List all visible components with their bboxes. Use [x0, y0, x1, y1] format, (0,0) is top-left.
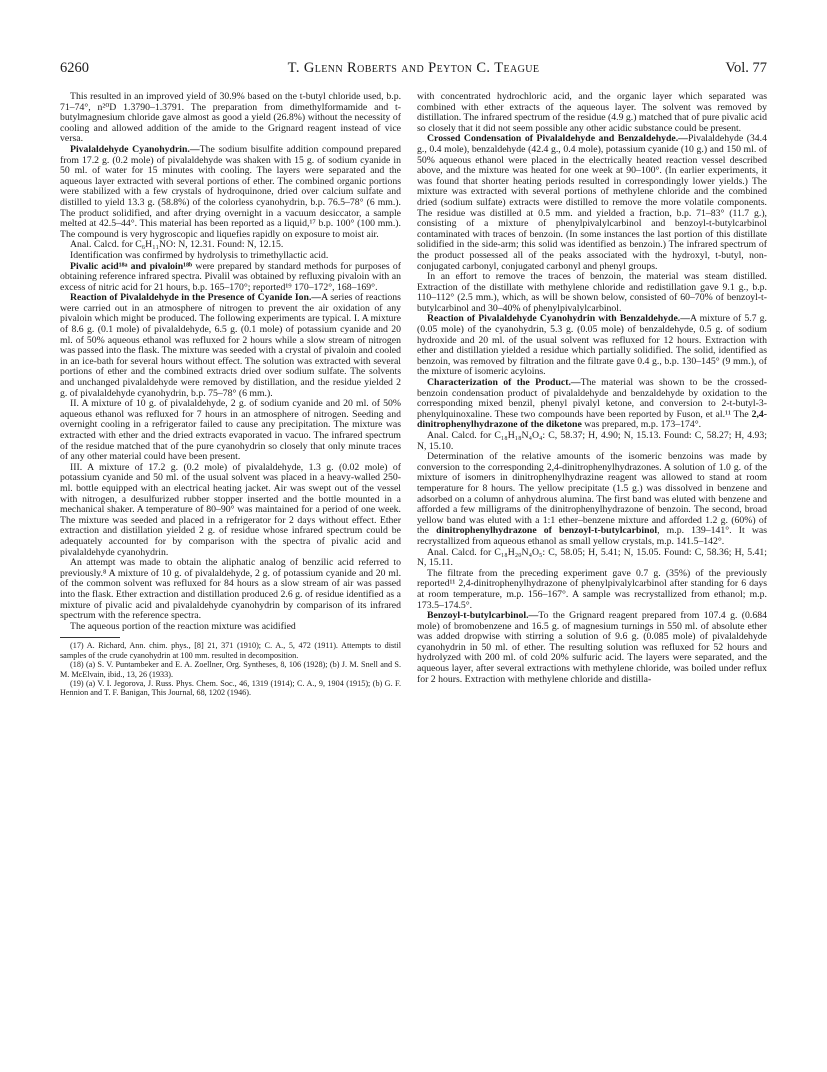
left-column: [60, 92, 401, 698]
paragraph-text: To the Grignard reagent prepared from 107.4 g. (0.684 mole) of bromobenzene and 16.5 g. of magnesium turnings in 550 ml. of absolute ether was added dropwise with stirring a solution of 9.6 g. (0.085 mole) of pivalaldehyde cyanohydrin in 50 ml. of ether. The resulting solution was refluxed for 52 hours and hydrolyzed with 200 ml. of cold 20% sulfuric acid. The layers were separated, and the aqueous layer, after several extractions with methylene chloride, was boiled under reflux for 2 hours. Extraction with methylene chloride and distilla-: [417, 610, 767, 685]
paragraph: [417, 134, 767, 272]
volume-number: Vol. 77: [725, 60, 767, 76]
section-heading: Reaction of Pivalaldehyde in the Presence of Cyanide Ion.—: [70, 292, 322, 304]
paragraph: [417, 314, 767, 378]
paragraph: This resulted in an improved yield of 30.9% based on the t-butyl chloride used, b.p. 71–74°, n²⁰D 1.3790–1.3791. The preparation from dimethylformamide and t-butylmagnesium chloride gave almost as good a yield (26.8%) without the necessity of cooling and allowed addition of the amide to the Grignard reagent instead of vice versa.: [60, 91, 401, 145]
section-heading: Characterization of the Product.—: [427, 377, 581, 389]
paragraph-text: A mixture of 5.7 g. (0.05 mole) of the cyanohydrin, 5.3 g. (0.05 mole) of benzaldehyde, 0.5 g. of sodium hydroxide and 20 ml. of the usual solvent was refluxed for 12 hours. Extraction with ether and distillation yielded a residue which partially solidified. The solid, identified as benzoin, was removed by filtration and the filtrate gave 0.4 g., b.p. 130–145° (9 mm.), of the mixture of isomeric acyloins.: [417, 313, 767, 378]
paragraph: [417, 611, 767, 685]
paragraph: with concentrated hydrochloric acid, and the organic layer which separated was combined with ether extracts of the aqueous layer. The solvent was removed by distillation. The infrared spectrum of the residue (4.9 g.) matched that of pure pivalic acid so closely that it did not seem possible any other acidic substance could be present.: [417, 91, 767, 134]
paragraph: The aqueous portion of the reaction mixture was acidified: [70, 620, 296, 632]
footnote: (19) (a) V. I. Jegorova, J. Russ. Phys. Chem. Soc., 46, 1319 (1914); C. A., 9, 1904 (1915); (b) G. F. Hennion and T. F. Banigan, This Journal, 68, 1202 (1946).: [60, 678, 401, 698]
paragraph: [60, 145, 401, 240]
paragraph: III. A mixture of 17.2 g. (0.2 mole) of pivalaldehyde, 1.3 g. (0.02 mole) of potassium cyanide and 50 ml. of the usual solvent was placed in a heavy-walled 250-ml. bottle equipped with an electrical heating jacket. Air was swept out of the vessel with nitrogen, a desulfurized rubber stopper inserted and the bottle mounted in a mechanical shaker. A temperature of 80–90° was maintained for a period of one week. The mixture was seeded and placed in a refrigerator for 2 days without effect. Ether extraction and distillation yielded 2 g. of residue whose infrared spectrum could be adequately accounted for by comparison with the spectra of pivalic acid and pivalaldehyde cyanohydrin.: [60, 461, 401, 558]
page-number: 6260: [60, 60, 89, 76]
section-heading: Pivalic acid¹⁸ᵃ and pivaloin¹⁸ᵇ: [70, 260, 193, 272]
paragraph: An attempt was made to obtain the aliphatic analog of benzilic acid referred to previously.⁸ A mixture of 10 g. of pivalaldehyde, 2 g. of potassium cyanide and 20 ml. of the common solvent was refluxed for 84 hours as a slow stream of air was passed into the flask. Ether extraction and distillation produced 2.6 g. of residue identified as a mixture of pivalic acid and pivalaldehyde cyanohydrin by comparison of its infrared spectrum with the reference spectra.: [60, 557, 401, 622]
analysis-line: Anal. Calcd. for C₁₈H₁₈N₄O₄: C, 58.37; H, 4.90; N, 15.13. Found: C, 58.27; H, 4.93; N, 15.10.: [417, 430, 767, 452]
paragraph: Identification was confirmed by hydrolysis to trimethyllactic acid.: [70, 249, 329, 261]
paragraph: In an effort to remove the traces of benzoin, the material was steam distilled. Extraction of the distillate with methylene chloride and redistillation gave 9.1 g., b.p. 110–112° (2.5 mm.), which, as will be shown below, consisted of 60–70% of benzoyl-t-butylcarbinol and 30–40% of phenylpivalylcarbinol.: [417, 271, 767, 314]
paragraph: The filtrate from the preceding experiment gave 0.7 g. (35%) of the previously reported¹¹ 2,4-dinitrophenylhydrazone of phenylpivalylcarbinol after standing for 6 days at room temperature, m.p. 156–167°. A sample was recrystallized from ethanol; m.p. 173.5–174.5°.: [417, 567, 767, 611]
paragraph-text: The material was shown to be the crossed-benzoin condensation product of pivalaldehyde and benzaldehyde by oxidation to the corresponding mixed benzil, phenyl pivalyl ketone, and conversion to 2-t-butyl-3-phenylquinoxaline. These two compounds have been reported by Fuson, et al.¹¹ The: [417, 377, 767, 420]
footnote-rule: [60, 637, 120, 638]
paragraph: [60, 262, 401, 294]
compound-name: dinitrophenylhydrazone of benzoyl-t-butylcarbinol: [436, 525, 658, 537]
paragraph-text: were prepared by standard methods for purposes of obtaining reference infrared spectra. Pivalil was obtained by refluxing pivaloin with an excess of nitric acid for 21 hours, b.p. 165–170°; reported¹⁹ 170–172°, 168–169°.: [60, 260, 401, 293]
paragraph-text: was prepared, m.p. 173–174°.: [581, 419, 702, 431]
footnote: (17) A. Richard, Ann. chim. phys., [8] 21, 371 (1910); C. A., 5, 472 (1911). Attempts to distil samples of the crude cyanohydrin at 100 mm. resulted in decomposition.: [60, 641, 401, 660]
analysis-line: Anal. Calcd. for C₆H₁₁NO: N, 12.31. Found: N, 12.15.: [70, 239, 284, 251]
paragraph-text: The sodium bisulfite addition compound prepared from 17.2 g. (0.2 mole) of pivalaldehyde was shaken with 15 g. of sodium cyanide in 50 ml. of water for 15 minutes with cooling. The layers were separated and the aqueous layer extracted with several portions of ether. The combined organic portions were stabilized with a few crystals of hydroquinone, dried over calcium sulfate and distilled to yield 13.3 g. (58.8%) of the colorless cyanohydrin, b.p. 76.5–78° (6 mm.). The product solidified, and after drying overnight in a vacuum desiccator, a sample melted at 42.5–44°. This material has been reported as a liquid,¹⁷ b.p. 100° (100 mm.). The compound is very hygroscopic and liquefies rapidly on exposure to moist air.: [60, 143, 401, 240]
paragraph: [60, 293, 401, 399]
running-title: T. Glenn Roberts and Peyton C. Teague: [287, 60, 540, 76]
section-heading: Pivalaldehyde Cyanohydrin.—: [70, 143, 200, 155]
paragraph: II. A mixture of 10 g. of pivalaldehyde, 2 g. of sodium cyanide and 20 ml. of 50% aqueous ethanol was refluxed for 7 hours in an atmosphere of nitrogen. Seeding and overnight cooling in a refrigerator failed to cause any precipitation. The mixture was extracted with ether and the dried extracts evaporated in vacuo. The infrared spectrum of the residue matched that of the pure cyanohydrin so closely that only minute traces of any other material could have been present.: [60, 398, 401, 463]
compound-name: 2,4-dinitrophenylhydrazone of the diketone: [417, 408, 767, 431]
section-heading: Crossed Condensation of Pivalaldehyde and Benzaldehyde.—: [427, 133, 688, 145]
paragraph-text: , m.p. 139–141°. It was recrystallized from aqueous ethanol as small yellow crystals, m.p. 141.5–142°.: [417, 525, 767, 547]
paragraph: [417, 452, 767, 547]
analysis-line: Anal. Calcd. for C₁₈H₂₀N₄O₅: C, 58.05; H, 5.41; N, 15.05. Found: C, 58.36; H, 5.41; N, 15.11.: [417, 546, 767, 569]
section-heading: Reaction of Pivalaldehyde Cyanohydrin with Benzaldehyde.—: [427, 313, 690, 325]
paragraph-text: A series of reactions were carried out in an atmosphere of nitrogen to prevent the air oxidation of any pivaloin which might be produced. The following experiments are typical. I. A mixture of 8.6 g. (0.1 mole) of pivalaldehyde, 6.5 g. (0.1 mole) of potassium cyanide and 20 ml. of 50% aqueous ethanol was refluxed for 2 hours while a slow stream of nitrogen was passed into the flask. The mixture was seeded with a crystal of pivaloin and cooled in an ice-bath for several hours without effect. The solution was extracted with several portions of ether and the combined extracts dried over sodium sulfate. The solvents and unchanged pivalaldehyde were removed by distillation, and the residue yielded 2 g. of pivalaldehyde cyanohydrin, b.p. 75–78° (6 mm.).: [60, 292, 401, 399]
right-column: [417, 92, 767, 685]
page-header: [60, 60, 767, 80]
section-heading: Benzoyl-t-butylcarbinol.—: [427, 610, 539, 622]
paragraph: [417, 378, 767, 431]
paragraph-text: Determination of the relative amounts of the isomeric benzoins was made by conversion to the corresponding 2,4-dinitrophenylhydrazones. A solution of 1.0 g. of the mixture of isomers in dinitrophenylhydrazine reagent was allowed to stand at room temperature for 8 hours. The yellow precipitate (1.5 g.) was dissolved in benzene and adsorbed on a column of anhydrous alumina. The first band was eluted with benzene and afforded a few milligrams of the dinitrophenylhydrazone of benzoin. The second, broad yellow band was eluted with a 1:1 ether–benzene mixture and afforded 1.2 g. (60%) of the: [417, 451, 767, 537]
footnote: (18) (a) S. V. Puntambeker and E. A. Zoellner, Org. Syntheses, 8, 106 (1928); (b) J. M. Snell and S. M. McElvain, ibid., 13, 26 (1933).: [60, 660, 401, 679]
paragraph-text: Pivalaldehyde (34.4 g., 0.4 mole), benzaldehyde (42.4 g., 0.4 mole), potassium cyanide (10 g.) and 150 ml. of 50% aqueous ethanol were placed in the electrically heated reaction vessel described above, and the mixture was heated for one week at 90–100°. (In earlier experiments, it was found that shorter heating periods resulted in correspondingly lower yields.) The mixture was extracted with several portions of methylene chloride and the combined dried (sodium sulfate) extracts were distilled to remove the more volatile components. The residue was distilled at 0.5 mm. and yielded a fraction, b.p. 71–83° (11.7 g.), consisting of a mixture of phenylpivalylcarbinol and benzoyl-t-butylcarbinol contaminated with traces of benzoin. (In some instances the last portion of this distillate solidified in the side-arm; this solid was identified as benzoin.) The infrared spectrum of the product possessed all of the peaks associated with the hydroxyl, t-butyl, non-conjugated carbonyl, conjugated carbonyl and phenyl groups.: [417, 133, 767, 272]
